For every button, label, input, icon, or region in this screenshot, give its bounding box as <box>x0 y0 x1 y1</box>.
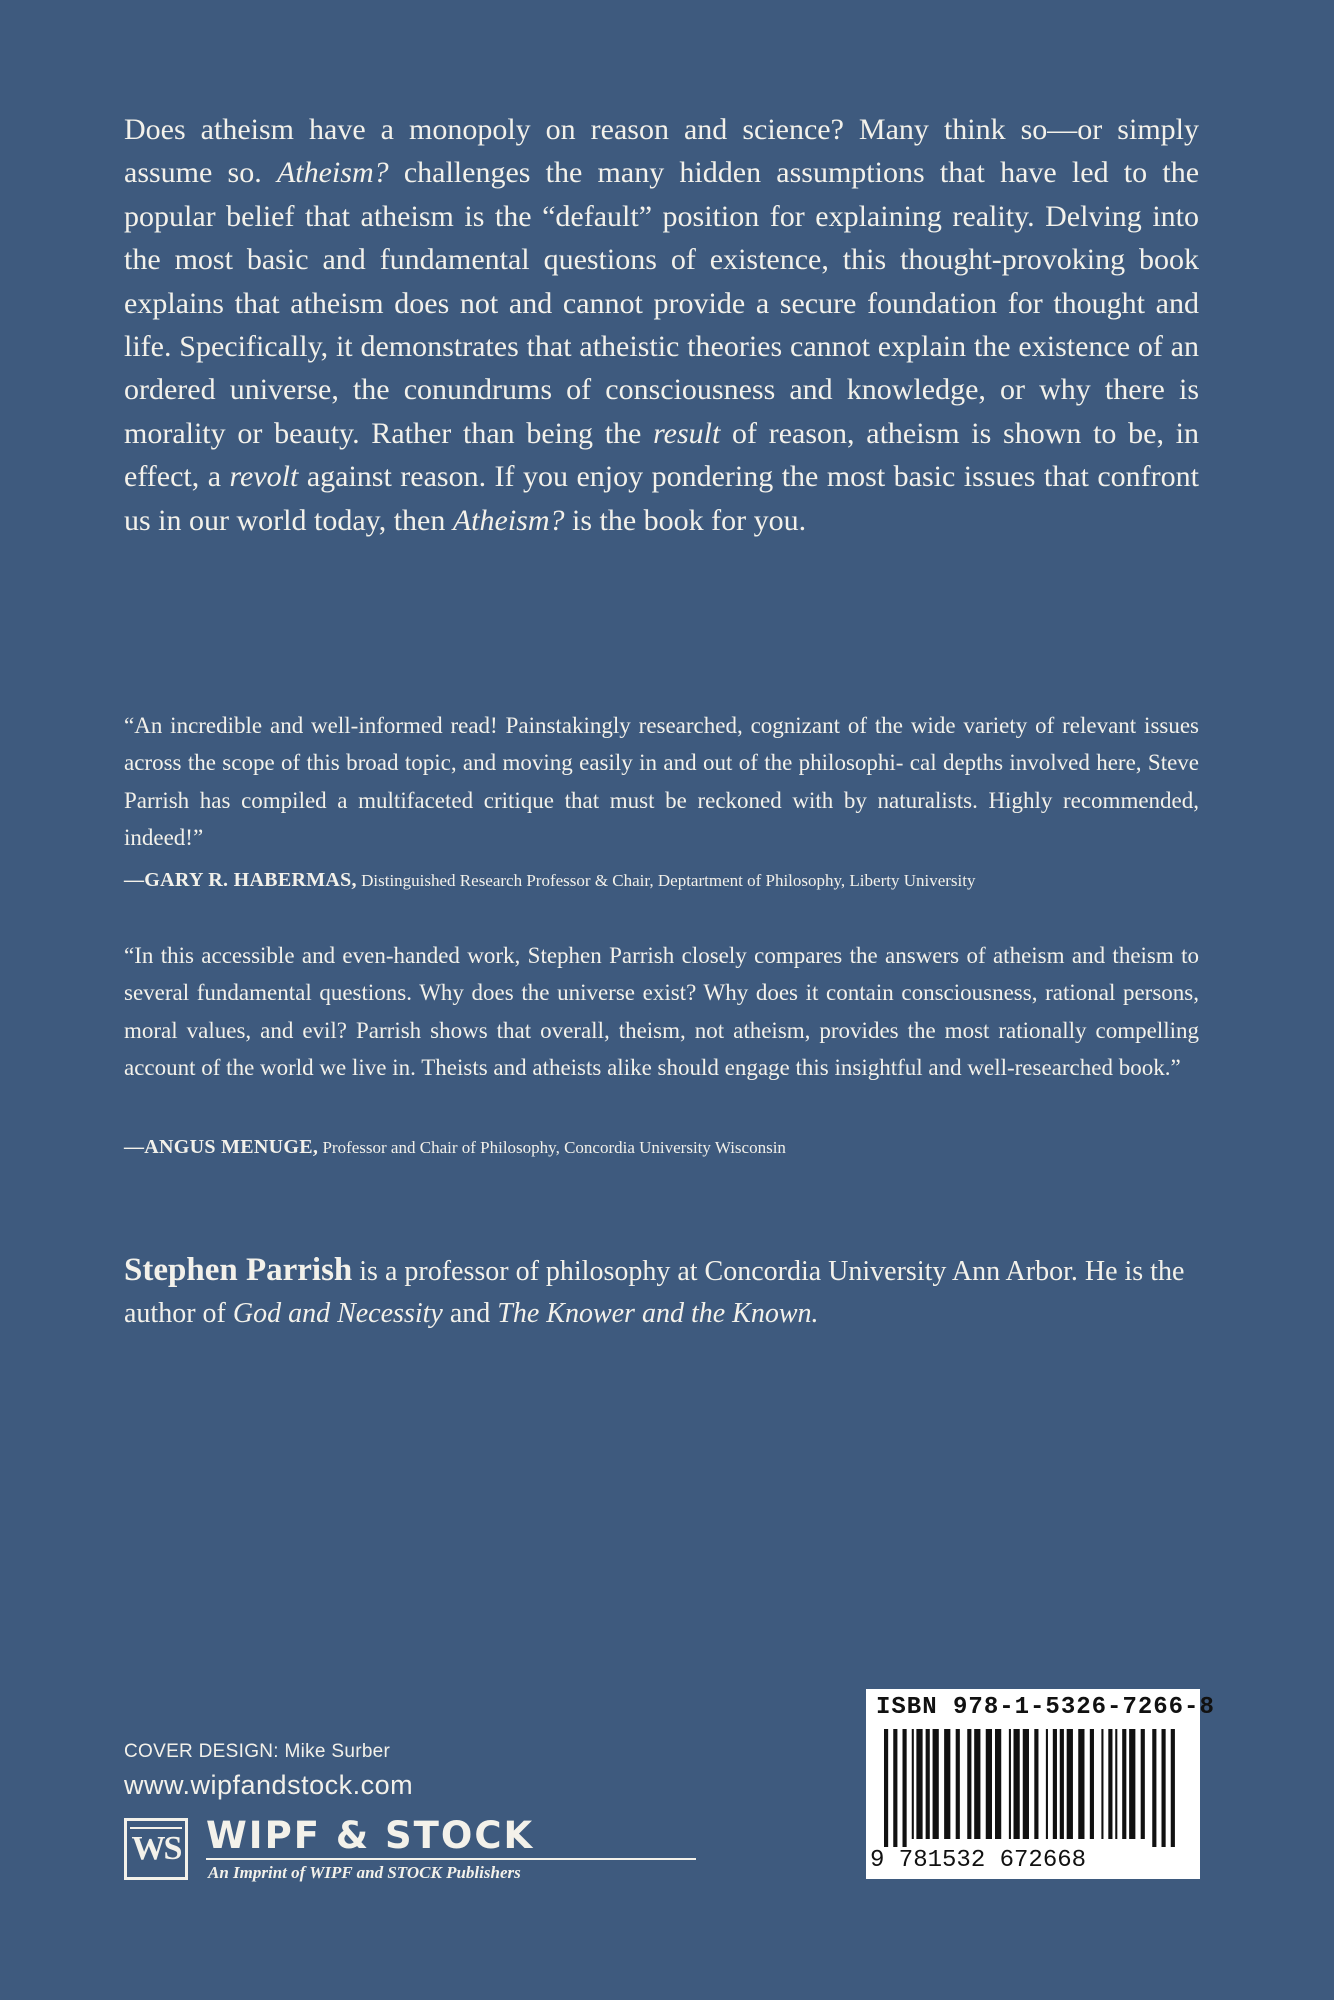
publisher-imprint: An Imprint of WIPF and STOCK Publishers <box>208 1863 521 1882</box>
barcode-digits: 9 781532 672668 <box>870 1847 1087 1874</box>
endorsement-quote: “An incredible and well-informed read! Painstakingly researched, cognizant of the wide variety of relevant issues across the scope of this broad topic, and moving easily in and out of the philosophi- cal depths involved here, Steve Parrish has compiled a multifaceted critique that must be reckoned with by naturalists. Highly recommended, indeed!” <box>124 713 1199 851</box>
cover-design-credit: COVER DESIGN: Mike Surber <box>124 1741 391 1762</box>
logo-divider <box>206 1858 696 1860</box>
barcode-bar <box>1108 1729 1112 1839</box>
barcode-bar <box>1141 1729 1145 1839</box>
barcode-bar <box>1014 1729 1020 1839</box>
barcode-bar <box>916 1729 922 1839</box>
barcode-bar <box>903 1729 907 1847</box>
back-cover <box>124 0 1215 2000</box>
barcode-icon <box>884 1729 1184 1847</box>
barcode-bar <box>893 1729 897 1847</box>
barcode-bar <box>926 1729 930 1839</box>
barcode-bar <box>1034 1729 1038 1839</box>
barcode-bar <box>995 1729 1001 1839</box>
book-description: Does atheism have a monopoly on reason and science? Many think so—or simply assume so. Atheism? challenges the many hidden assumptions that have led to the popular belief that atheism is the “default” position for explaining reality. Delving into the most basic and fundamental questions of existence, this thought-provoking book explains that atheism does not and cannot provide a secure foundation for thought and life. Specifically, it demonstrates that atheistic theories cannot explain the existence of an ordered universe, the conundrums of consciousness and knowledge, or why there is morality or beauty. Rather than being the result of reason, atheism is shown to be, in effect, a revolt against reason. If you enjoy pondering the most basic issues that confront us in our world today, then Atheism? is the book for you. <box>124 113 1200 537</box>
isbn-label: ISBN 978-1-5326-7266-8 <box>876 1694 1215 1721</box>
barcode-bar <box>1162 1729 1166 1847</box>
barcode-bar <box>1152 1729 1156 1847</box>
emphasis-revolt: revolt <box>229 460 299 494</box>
book-title-italic: Atheism? <box>452 503 565 537</box>
barcode-bar <box>967 1729 971 1839</box>
publisher-name: WIPF & STOCK <box>206 1814 535 1857</box>
barcode-bar <box>912 1729 914 1839</box>
barcode-bar <box>1053 1729 1057 1839</box>
author-name: Stephen Parrish <box>124 1252 353 1288</box>
barcode-bar <box>1171 1729 1175 1847</box>
ws-logo-icon: WS <box>124 1818 188 1880</box>
barcode-bar <box>974 1729 980 1839</box>
endorsement-quote: “In this accessible and even-handed work, Stephen Parrish closely compares the answers of atheism and theism to several fundamental questions. Why does the universe exist? Why does it contain consciousness, rational persons, moral values, and evil? Parrish shows that overall, theism, not atheism, provides the most rationally compelling account of the world we live in. Theists and atheists alike should engage this insightful and well-researched book.” <box>124 943 1199 1081</box>
barcode-bar <box>986 1729 992 1839</box>
endorsement-attribution <box>124 1135 1199 1160</box>
endorser-title: Distinguished Research Professor & Chair, Deptartment of Philosophy, Liberty University <box>356 871 976 890</box>
barcode-bar <box>1067 1729 1073 1839</box>
book-title-italic: Atheism? <box>276 156 389 190</box>
barcode-bar <box>1129 1729 1135 1839</box>
publisher-url: www.wipfandstock.com <box>124 1770 414 1800</box>
barcode-bar <box>884 1729 888 1847</box>
barcode-bar <box>1046 1729 1048 1839</box>
publisher-footer <box>124 1740 644 1884</box>
barcode-bar <box>1060 1729 1064 1839</box>
barcode-bar <box>1122 1729 1126 1839</box>
barcode-bar <box>933 1729 939 1839</box>
isbn-barcode <box>866 1689 1215 1879</box>
publisher-logo <box>124 1814 644 1884</box>
endorser-name: —GARY R. HABERMAS, <box>124 869 357 891</box>
endorser-name: —ANGUS MENUGE, <box>124 1136 319 1158</box>
endorsement-attribution <box>124 868 1199 893</box>
barcode-bar <box>1009 1729 1011 1839</box>
emphasis-result: result <box>653 416 721 450</box>
endorser-title: Professor and Chair of Philosophy, Concordia University Wisconsin <box>318 1138 786 1157</box>
barcode-bar <box>1023 1729 1029 1839</box>
barcode-bar <box>1090 1729 1094 1839</box>
barcode-bar <box>956 1729 960 1839</box>
barcode-bar <box>1115 1729 1117 1839</box>
barcode-bar <box>1078 1729 1084 1839</box>
author-bio: Stephen Parrish is a professor of philosophy at Concordia University Ann Arbor. He is the author of God and Necessity and The Knower and the Known. <box>124 1252 1185 1329</box>
book-title-italic: God and Necessity <box>232 1298 443 1329</box>
book-title-italic: The Knower and the Known. <box>497 1298 819 1329</box>
barcode-bar <box>1101 1729 1103 1839</box>
barcode-bar <box>944 1729 950 1839</box>
